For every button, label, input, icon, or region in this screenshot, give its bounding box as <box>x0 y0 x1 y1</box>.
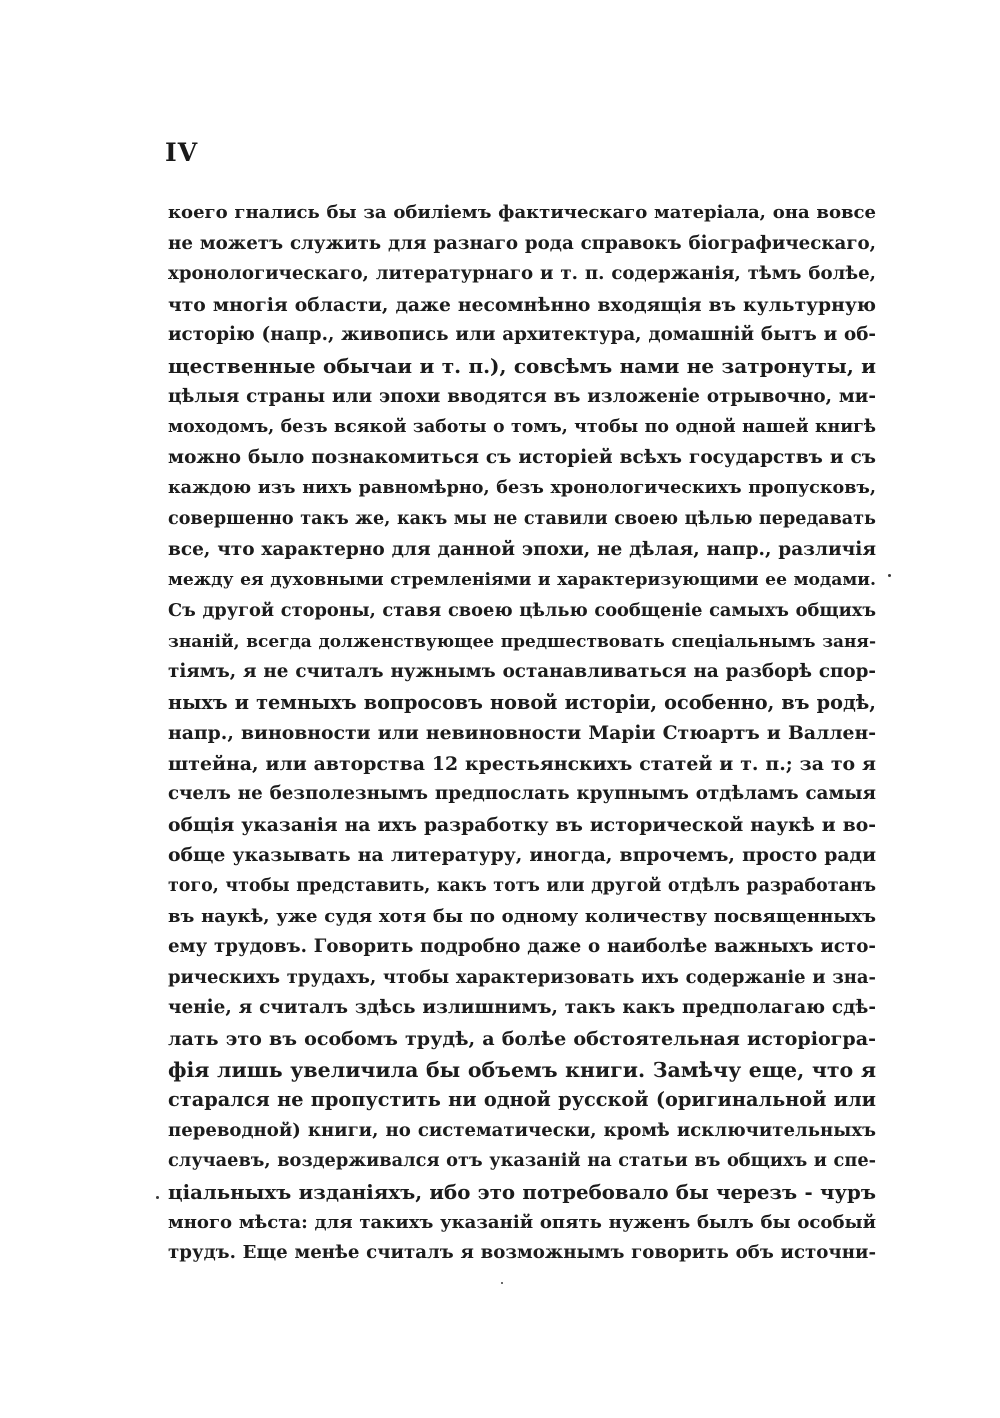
page-number: IV <box>165 138 199 167</box>
text-line: тіямъ, я не считалъ нужнымъ останавливаться на разборѣ спор- <box>168 660 876 682</box>
text-line: что многія области, даже несомнѣнно входящія въ культурную <box>168 293 876 316</box>
text-line: фія лишь увеличила бы объемъ книги. Замѣчу еще, что я <box>168 1057 876 1082</box>
text-line: напр., виновности или невиновности Маріи Стюартъ и Валлен- <box>168 722 876 745</box>
scan-speck <box>888 574 891 577</box>
text-line: рическихъ трудахъ, чтобы характеризовать ихъ содержаніе и зна- <box>168 966 876 988</box>
text-line: между ея духовными стремленіями и характеризующими ее модами. <box>168 570 876 591</box>
text-line: не можетъ служить для разнаго рода справокъ біографическаго, <box>168 232 876 254</box>
text-line: коего гнались бы за обиліемъ фактическаго матеріала, она вовсе <box>168 202 876 223</box>
text-line: все, что характерно для данной эпохи, не дѣлая, напр., различія <box>168 538 876 560</box>
text-line: знаній, всегда долженствующее предшествовать спеціальнымъ заня- <box>168 631 876 652</box>
text-line: можно было познакомиться съ исторіей всѣхъ государствъ и съ <box>168 446 876 468</box>
text-line: случаевъ, воздерживался отъ указаній на статьи въ общихъ и спе- <box>168 1150 876 1172</box>
text-line: штейна, или авторства 12 крестьянскихъ статей и т. п.; за то я <box>168 752 876 775</box>
text-line: исторію (напр., живопись или архитектура, домашній бытъ и об- <box>168 324 876 346</box>
text-line: совершенно такъ же, какъ мы не ставили своею цѣлью передавать <box>168 507 876 529</box>
text-line: каждою изъ нихъ равномѣрно, безъ хронологическихъ пропусковъ, <box>168 478 876 499</box>
text-line: обще указывать на литературу, иногда, впрочемъ, просто ради <box>168 844 876 867</box>
text-line: хронологическаго, литературнаго и т. п. содержанія, тѣмъ болѣе, <box>168 263 876 285</box>
scan-speck <box>501 1282 503 1284</box>
text-line: Съ другой стороны, ставя своею цѣлью сообщеніе самыхъ общихъ <box>168 599 876 621</box>
text-line: цѣлыя страны или эпохи вводятся въ изложеніе отрывочно, ми- <box>168 385 876 407</box>
text-line: въ наукѣ, уже судя хотя бы по одному количеству посвященныхъ <box>168 905 876 927</box>
text-line: ныхъ и темныхъ вопросовъ новой исторіи, особенно, въ родѣ, <box>168 690 876 714</box>
body-text <box>168 198 876 1269</box>
text-line: щественные обычаи и т. п.), совсѣмъ нами не затронуты, и <box>168 353 876 378</box>
text-line: много мѣста: для такихъ указаній опять нуженъ былъ бы особый <box>168 1211 876 1233</box>
text-line: старался не пропустить ни одной русской (оригинальной или <box>168 1088 876 1112</box>
scan-speck <box>156 1196 159 1199</box>
text-line: лать это въ особомъ трудѣ, а болѣе обстоятельная исторіогра- <box>168 1027 876 1051</box>
text-line: переводной) книги, но систематически, кромѣ исключительныхъ <box>168 1119 876 1141</box>
text-line: ему трудовъ. Говорить подробно даже о наиболѣе важныхъ исто- <box>168 936 876 958</box>
text-line: общія указанія на ихъ разработку въ исторической наукѣ и во- <box>168 813 876 836</box>
text-line: ченіе, я считалъ здѣсь излишнимъ, такъ какъ предполагаю сдѣ- <box>168 997 876 1019</box>
text-line: моходомъ, безъ всякой заботы о томъ, чтобы по одной нашей книгѣ <box>168 417 876 438</box>
text-line: трудъ. Еще менѣе считалъ я возможнымъ говорить объ источни- <box>168 1242 876 1264</box>
text-line: ціальныхъ изданіяхъ, ибо это потребовало бы черезъ - чуръ <box>168 1180 876 1204</box>
text-line: счелъ не безполезнымъ предпослать крупнымъ отдѣламъ самыя <box>168 783 876 805</box>
text-line: того, чтобы представить, какъ тотъ или другой отдѣлъ разработанъ <box>168 876 876 897</box>
